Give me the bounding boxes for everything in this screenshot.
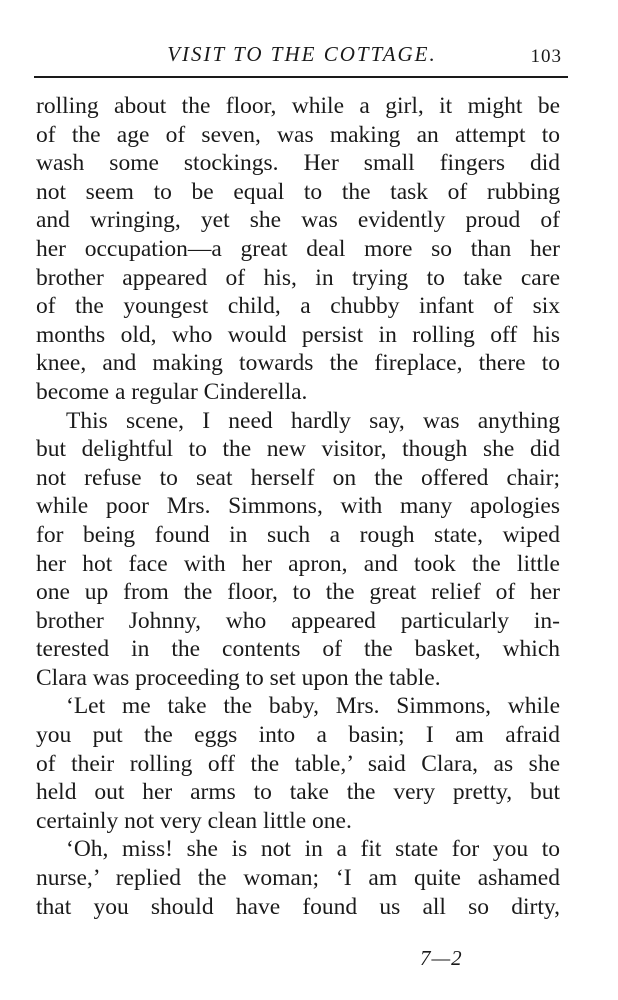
text-line: rolling about the floor, while a girl, it might be [36,93,560,119]
running-title: VISIT TO THE COTTAGE. [167,42,437,66]
text-line: but delightful to the new visitor, though she did [36,436,560,463]
header-rule [34,76,568,78]
text-line: of the youngest child, a chubby infant of six [36,293,560,320]
text-line: This scene, I need hardly say, was anything [66,407,560,434]
page-number: 103 [530,46,562,67]
text-line: not refuse to seat herself on the offered chair; [36,464,560,491]
text-line: of the age of seven, was making an attempt to [36,121,560,148]
text-line: become a regular Cinderella. [36,378,308,405]
text-line: you put the eggs into a basin; I am afraid [36,722,560,749]
signature-mark: 7—2 [420,946,463,970]
body-text [36,92,560,921]
text-line: and wringing, yet she was evidently proud of [36,207,560,234]
paragraph-4 [36,835,560,921]
text-line: ‘Oh, miss! she is not in a fit state for you to [66,836,560,863]
text-line: knee, and making towards the fireplace, there to [36,350,560,377]
text-line: not seem to be equal to the task of rubbing [36,178,560,205]
running-head [34,38,570,72]
text-line: of their rolling off the table,’ said Clara, as she [36,750,560,777]
text-line: nurse,’ replied the woman; ‘I am quite ashamed [36,865,560,892]
text-line: while poor Mrs. Simmons, with many apologies [36,493,560,520]
text-line: terested in the contents of the basket, which [36,636,560,663]
text-line: brother Johnny, who appeared particularly in- [36,607,560,634]
paragraph-1 [36,92,560,407]
text-line: ‘Let me take the baby, Mrs. Simmons, while [66,693,560,720]
text-line: wash some stockings. Her small fingers did [36,150,560,177]
text-line: months old, who would persist in rolling off his [36,321,560,348]
text-line: certainly not very clean little one. [36,807,352,834]
paragraph-3 [36,692,560,835]
text-line: one up from the floor, to the great relief of her [36,579,560,606]
text-line: that you should have found us all so dirty, [36,893,560,920]
paragraph-2 [36,407,560,693]
text-line: for being found in such a rough state, wiped [36,521,560,548]
text-line: held out her arms to take the very pretty, but [36,779,560,806]
text-line: brother appeared of his, in trying to take care [36,264,560,291]
text-line: her occupation—a great deal more so than her [36,235,560,262]
text-line: Clara was proceeding to set upon the table. [36,664,441,691]
text-line: her hot face with her apron, and took the little [36,550,560,577]
